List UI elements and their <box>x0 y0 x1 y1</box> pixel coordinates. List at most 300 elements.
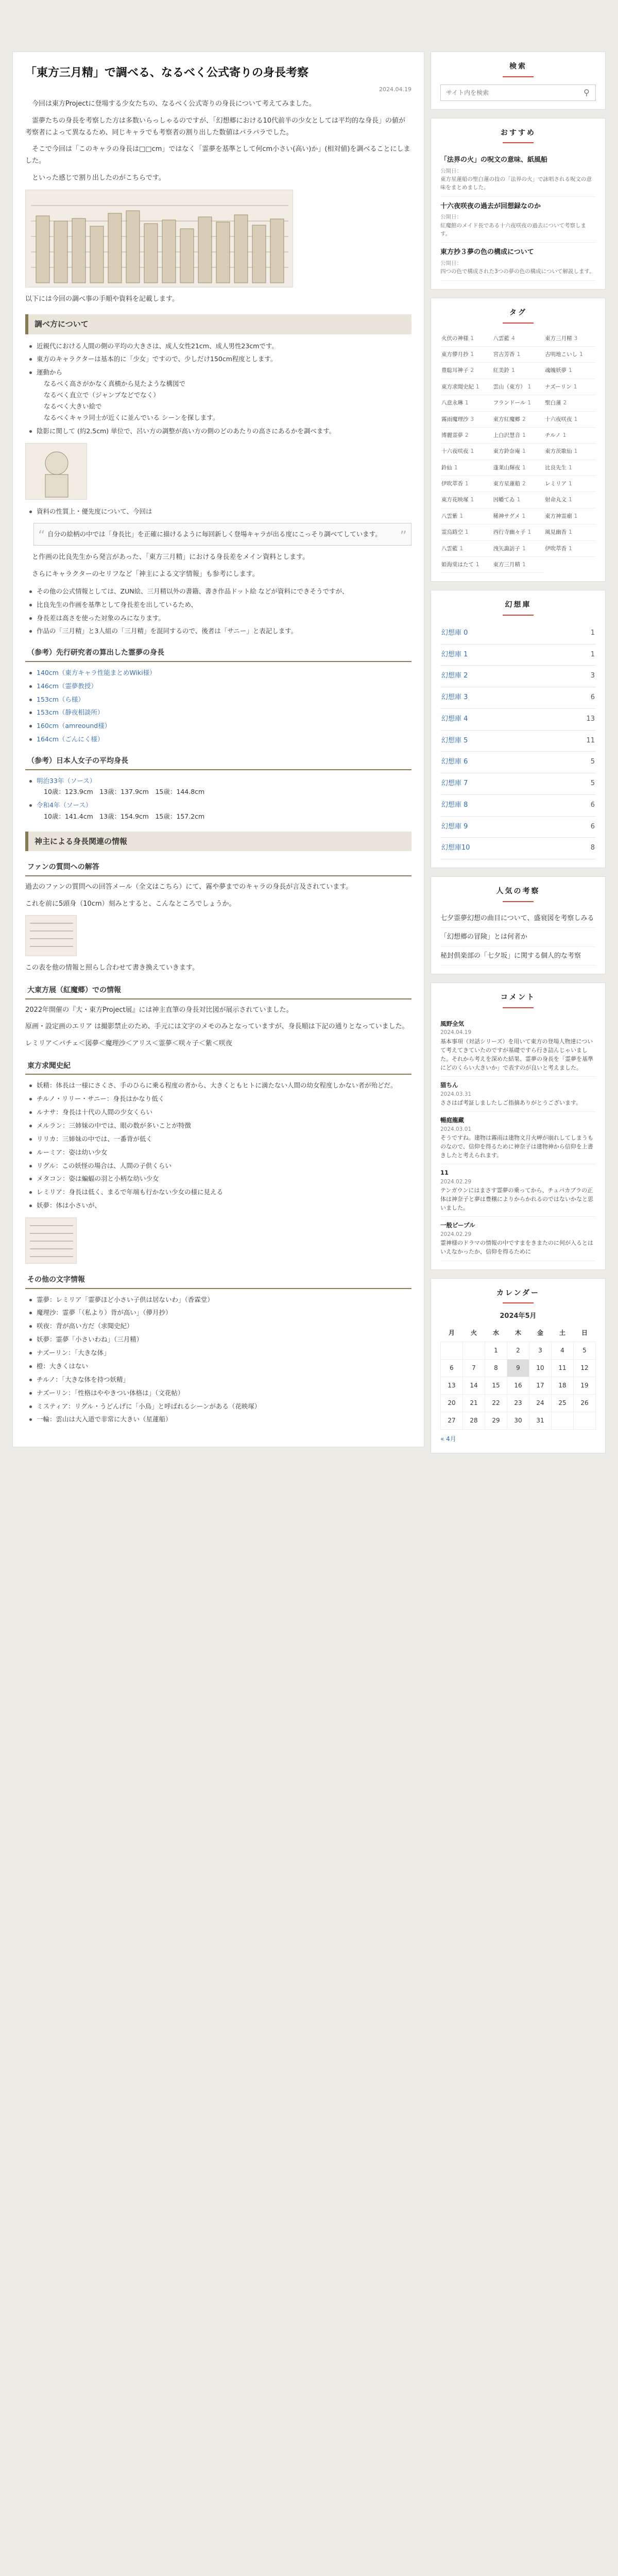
other-info-list <box>28 1294 411 1426</box>
tag-label: 八意永琳 <box>441 400 463 406</box>
list-item: 比良先生の作画を基準として身長差を出しているため、 <box>28 599 411 611</box>
archive-count: 8 <box>590 844 595 852</box>
section-heading: 神主による身長関連の情報 <box>25 832 411 851</box>
tag-link[interactable] <box>492 557 544 573</box>
calendar-day[interactable]: 30 <box>507 1412 529 1429</box>
tag-link[interactable] <box>440 363 492 379</box>
comment-body: テンガウンにはまさす霊夢の乗ってから、チュパカブラの正体は神奈子と夢は豊穣によりからかれるのではないかなと思いました。 <box>440 1187 593 1212</box>
tag-label: 東方花映塚 <box>441 497 469 503</box>
tag-count: 1 <box>459 513 464 519</box>
tag-link[interactable] <box>492 363 544 379</box>
tag-count: 1 <box>465 529 469 536</box>
weekday-label: 日 <box>581 1329 588 1336</box>
article-link[interactable]: 東方抄３夢の色の構成について <box>440 248 534 257</box>
tag-link[interactable] <box>544 509 596 524</box>
archive-item[interactable] <box>440 709 596 731</box>
quote-open-icon: “ <box>38 528 45 544</box>
intro-paragraph: 霊夢たちの身長を考察した方は多数いらっしゃるのですが、「幻想郷における10代前半の少女としては平均的な身長」の値が考察者によって異なるため、同じキャラでも考察者の割り出した数値はバラバラでした。 <box>25 116 406 137</box>
archive-link[interactable]: 幻想庫 2 <box>441 672 468 680</box>
tag-count: 4 <box>511 335 515 342</box>
archive-count: 5 <box>590 758 595 766</box>
source-link[interactable]: 明治33年（ソース） <box>37 776 96 785</box>
tag-link[interactable] <box>492 541 544 557</box>
calendar-day[interactable]: 8 <box>485 1359 507 1377</box>
tag-label: 東方求聞史紀 <box>441 383 474 390</box>
tag-link[interactable] <box>544 363 596 379</box>
calendar-table <box>440 1325 596 1430</box>
tag-label: 比良先生 <box>545 464 567 471</box>
list-item: メタコン：姿は蝙蝠の羽と小柄な幼い少女 <box>28 1173 411 1184</box>
calendar-week <box>441 1412 596 1429</box>
tag-link[interactable] <box>544 428 596 444</box>
tag-cloud <box>440 331 596 573</box>
tag-link[interactable] <box>440 412 492 428</box>
tag-count: 1 <box>527 529 531 536</box>
list-item: 魔理沙：霊夢「（私より）背が高い」（儚月抄） <box>28 1307 411 1318</box>
archive-link[interactable]: 幻想庫 7 <box>441 779 468 787</box>
tag-link[interactable] <box>440 460 492 476</box>
calendar-day[interactable]: 23 <box>507 1394 529 1412</box>
tag-count: 3 <box>470 416 474 422</box>
tag-label: 因幡てゐ <box>493 497 515 503</box>
archive-item[interactable] <box>440 773 596 795</box>
archive-link[interactable]: 幻想庫 9 <box>441 822 468 831</box>
body-paragraph: と作画の比良先生から発言があった、「東方三月精」における身長差をメイン資料とします。 <box>32 553 310 562</box>
tag-count: 1 <box>459 545 464 552</box>
calendar-prev-link[interactable]: « 4月 <box>440 1435 456 1443</box>
weekday-label: 木 <box>514 1329 521 1336</box>
tag-label: 西行寺幽々子 <box>493 529 526 536</box>
calendar-day[interactable]: 14 <box>463 1377 485 1394</box>
tag-link[interactable] <box>440 347 492 363</box>
tag-label: 八雲紫 <box>441 513 458 519</box>
archive-item[interactable] <box>440 687 596 709</box>
body-paragraph: これを前に5頭身（10cm）刻みとすると、こんなところでしょうか。 <box>25 900 236 908</box>
tag-link[interactable] <box>544 412 596 428</box>
tag-count: 1 <box>569 464 572 471</box>
archive-count: 6 <box>590 801 595 809</box>
comment-item[interactable] <box>440 1164 596 1217</box>
archive-count: 11 <box>586 736 595 744</box>
list-item <box>28 734 411 745</box>
widget-title <box>440 307 596 324</box>
tag-link[interactable] <box>492 492 544 508</box>
tag-label: 東方三月精 <box>493 561 521 568</box>
tag-label: 鈴仙 <box>441 464 452 471</box>
calendar-day[interactable]: 16 <box>507 1377 529 1394</box>
tag-link[interactable] <box>544 395 596 411</box>
archive-link[interactable]: 幻想庫10 <box>441 844 470 852</box>
list-item: ルナサ：身長は十代の人間の少女くらい <box>28 1107 411 1118</box>
popular-widget <box>431 876 606 974</box>
comment-date: 2024.02.29 <box>440 1178 472 1185</box>
tag-link[interactable] <box>492 476 544 492</box>
popular-link[interactable]: 七夕霊夢幻想の曲目について、盛衰図を考察しみる <box>440 909 596 928</box>
list-item: ルーミア：姿は幼い少女 <box>28 1147 411 1158</box>
calendar-day[interactable]: 1 <box>485 1342 507 1359</box>
sub-heading: （参考）日本人女子の平均身長 <box>25 753 411 770</box>
widget-title-text: タグ <box>509 309 527 317</box>
page-title: 「東方三月精」で調べる、なるべく公式寄りの身長考察 <box>25 66 309 79</box>
post-date: 2024.04.19 <box>379 86 411 93</box>
search-input[interactable] <box>441 85 578 100</box>
tag-link[interactable] <box>544 524 596 540</box>
tag-link[interactable] <box>440 428 492 444</box>
tag-link[interactable] <box>544 492 596 508</box>
tag-count: 1 <box>470 448 474 455</box>
weekday-label: 月 <box>448 1329 455 1336</box>
comment-author: 風野全気 <box>440 1020 464 1027</box>
sub-item: なるべく直立で（ジャンプなどでなく） <box>44 391 160 399</box>
tag-widget <box>431 298 606 582</box>
weekday-label: 金 <box>537 1329 543 1336</box>
list-item <box>28 720 411 732</box>
calendar-week <box>441 1394 596 1412</box>
reference-link[interactable]: 153cm（ら様） <box>37 695 84 703</box>
list-item: 妖夢：霊夢「小さいわね」（三月精） <box>28 1334 411 1345</box>
archive-link[interactable]: 幻想庫 4 <box>441 715 468 723</box>
tag-link[interactable] <box>492 395 544 411</box>
tag-link[interactable] <box>544 444 596 460</box>
tag-label: 上白沢慧音 <box>493 432 521 438</box>
list-item <box>28 667 411 679</box>
list-item: 咲夜：背が高い方だ（求聞史紀） <box>28 1320 411 1332</box>
tag-label: 紅美鈴 <box>493 367 510 374</box>
calendar-day[interactable]: 22 <box>485 1394 507 1412</box>
archive-link[interactable]: 幻想庫 8 <box>441 801 468 809</box>
archive-item[interactable] <box>440 731 596 752</box>
tag-label: 豊聡耳神子 <box>441 367 469 374</box>
tag-count: 1 <box>511 367 515 374</box>
tag-link[interactable] <box>492 509 544 524</box>
recommend-list <box>440 150 596 281</box>
list-item: レミリア：身長は低く、まるで年端も行かない少女の様に見える <box>28 1187 411 1198</box>
tag-link[interactable] <box>492 347 544 363</box>
calendar-day[interactable]: 13 <box>441 1377 463 1394</box>
tag-label: 雲山（東方） <box>493 383 526 390</box>
calendar-day[interactable]: 10 <box>529 1359 552 1377</box>
calendar-day[interactable]: 29 <box>485 1412 507 1429</box>
tag-link[interactable] <box>492 412 544 428</box>
tag-label: 八雲藍 <box>441 545 458 552</box>
tag-count: 1 <box>517 351 521 358</box>
tag-count: 1 <box>579 351 583 358</box>
tag-link[interactable] <box>440 379 492 395</box>
tag-count: 1 <box>476 561 479 568</box>
calendar-day <box>463 1342 485 1359</box>
reference-link[interactable]: 146cm（霊夢教授） <box>37 682 97 690</box>
article-date: 公開日： <box>440 260 462 266</box>
tag-label: 十六夜咲夜 <box>545 416 572 422</box>
tag-count: 1 <box>569 481 572 487</box>
tag-link[interactable] <box>440 557 492 573</box>
tag-count: 2 <box>563 400 567 406</box>
tag-count: 1 <box>527 400 531 406</box>
tag-label: 東方神霊廟 <box>545 513 572 519</box>
reference-list <box>28 667 411 745</box>
author-quote <box>33 523 411 546</box>
calendar-day <box>441 1342 463 1359</box>
reference-link[interactable]: 153cm（静夜相談所） <box>37 708 104 717</box>
reference-link[interactable]: 160cm（amreound様） <box>37 722 111 730</box>
list-item: 東方のキャラクターは基本的に「少女」ですので、少しだけ150cm程度とします。 <box>28 353 411 365</box>
calendar-day[interactable]: 4 <box>552 1342 574 1359</box>
tag-link[interactable] <box>544 541 596 557</box>
sub-item: 10歳：123.9cm 13歳：137.9cm 15歳：144.8cm <box>44 788 205 796</box>
tag-link[interactable] <box>440 444 492 460</box>
tag-count: 1 <box>569 545 572 552</box>
list-item: 一輪：雲山は大入道で非常に大きい（星蓮船） <box>28 1414 411 1425</box>
search-icon[interactable]: ⚲ <box>583 87 590 97</box>
archive-item[interactable] <box>440 645 596 666</box>
list-item: 近親代における人間の側の平均の大きさは、成人女性21cm、成人男性23cmです。 <box>28 341 411 352</box>
popular-link[interactable]: 秘封倶楽部の「七夕坂」に関する個人的な考察 <box>440 947 596 966</box>
tag-link[interactable] <box>440 541 492 557</box>
body-paragraph: 原画・設定画のエリア は撮影禁止のため、手元には文字のメモのみとなっていますが、身長順は下記の通りとなっていました。 <box>25 1023 409 1031</box>
recommend-widget <box>431 118 606 290</box>
calendar-day[interactable]: 3 <box>529 1342 552 1359</box>
calendar-day[interactable]: 28 <box>463 1412 485 1429</box>
comment-date: 2024.02.29 <box>440 1231 472 1238</box>
calendar-day <box>574 1412 596 1429</box>
archive-count: 13 <box>586 715 595 723</box>
tag-label: 霧雨魔理沙 <box>441 416 469 422</box>
list-item: ナズーリン：「大きな体」 <box>28 1347 411 1359</box>
sub-heading: 東方求聞史紀 <box>25 1058 411 1075</box>
calendar-day[interactable]: 27 <box>441 1412 463 1429</box>
list-item[interactable] <box>440 150 596 197</box>
sidebar <box>431 52 606 1462</box>
weekday-label: 火 <box>470 1329 477 1336</box>
list-item <box>28 800 411 822</box>
tag-link[interactable] <box>544 476 596 492</box>
comment-body: 霊神様のドラマの情報の中ですまをきまたのに何が入るとはいえなかったか、信仰を得るために <box>440 1240 593 1256</box>
calendar-day[interactable]: 11 <box>552 1359 574 1377</box>
archive-item[interactable] <box>440 817 596 838</box>
height-chart-image <box>25 190 293 287</box>
comment-item[interactable] <box>440 1217 596 1261</box>
tag-link[interactable] <box>492 331 544 347</box>
reference-link[interactable]: 164cm（ごんにく様） <box>37 735 104 743</box>
list-item: 作品の「三月精」と3人組の「三月精」を混同するので、後者は「サニー」と表記します。 <box>28 625 411 637</box>
height-table-figure <box>26 916 77 957</box>
tag-link[interactable] <box>440 524 492 540</box>
tag-link[interactable] <box>544 460 596 476</box>
tag-label: 東方三月精 <box>545 335 572 342</box>
intro-paragraph: といった感じで割り出したのがこちらです。 <box>32 174 165 182</box>
tag-label: レミリア <box>545 481 567 487</box>
comment-date: 2024.04.19 <box>440 1029 472 1036</box>
archive-link[interactable]: 幻想庫 0 <box>441 629 468 637</box>
method-list <box>28 341 411 437</box>
quote-close-icon: ” <box>400 528 407 544</box>
widget-title-text: 幻想庫 <box>505 601 531 609</box>
article-link[interactable]: 十六夜咲夜の過去が回想録なのか <box>440 202 541 210</box>
comment-body: ささはば考証しましたしご指摘ありがとうございます。 <box>440 1099 582 1106</box>
tag-label: 古明地こいし <box>545 351 578 358</box>
archive-item[interactable] <box>440 838 596 859</box>
tag-link[interactable] <box>544 379 596 395</box>
calendar-day[interactable]: 15 <box>485 1377 507 1394</box>
tag-link[interactable] <box>544 331 596 347</box>
tag-count: 1 <box>522 448 526 455</box>
list-item: 資料の性質上・優先度について、今回は <box>28 506 411 517</box>
calendar-day[interactable]: 24 <box>529 1394 552 1412</box>
article-excerpt: 四つの色で構成された3つの夢の色の構成について解説します。 <box>440 268 595 275</box>
tag-link[interactable] <box>440 476 492 492</box>
gumonshiki-image <box>25 1217 77 1264</box>
list-item <box>28 707 411 718</box>
list-item <box>28 775 411 798</box>
tag-link[interactable] <box>492 428 544 444</box>
tag-link[interactable] <box>440 492 492 508</box>
comment-item[interactable] <box>440 1077 596 1112</box>
tag-count: 1 <box>574 416 578 422</box>
calendar-day[interactable]: 18 <box>552 1377 574 1394</box>
height-table-image <box>25 915 77 956</box>
tag-label: 火伏の神様 <box>441 335 469 342</box>
calendar-day[interactable]: 25 <box>552 1394 574 1412</box>
tag-count: 1 <box>569 367 572 374</box>
scale-illustration <box>25 443 87 500</box>
comment-body: 基本事項（対話シリーズ）を用いて東方の登場人物達について考えてきていたのですが基礎ですら行き詰んじゃいました。それから考えを深めた結果、霊夢の身長を「霊夢を基準にどのくらい大きいか」で表すのが良いと考えました。 <box>440 1038 593 1071</box>
calendar-day[interactable]: 31 <box>529 1412 552 1429</box>
archive-count: 1 <box>590 629 595 637</box>
tag-label: 伊吹萃香 <box>545 545 567 552</box>
calendar-day[interactable]: 20 <box>441 1394 463 1412</box>
list-item: ミスティア：リグル・うどんげに「小鳥」と呼ばれるシーンがある（花映塚） <box>28 1401 411 1412</box>
sub-heading: （参考）先行研究者の算出した霊夢の身長 <box>25 645 411 662</box>
archive-count: 3 <box>590 672 595 680</box>
widget-title <box>440 885 596 902</box>
calendar-week <box>441 1359 596 1377</box>
tag-link[interactable] <box>440 331 492 347</box>
tag-count: 1 <box>522 464 526 471</box>
calendar-day[interactable]: 7 <box>463 1359 485 1377</box>
calendar-day[interactable]: 17 <box>529 1377 552 1394</box>
tag-count: 1 <box>454 464 458 471</box>
list-item: メルラン：三姉妹の中では、眼の数が多いことが特徴 <box>28 1120 411 1131</box>
calendar-day <box>552 1412 574 1429</box>
popular-link[interactable]: 「幻想郷の冒険」とは何者か <box>440 928 596 947</box>
comment-item[interactable] <box>440 1112 596 1164</box>
comment-author: 一般ピープル <box>440 1222 475 1229</box>
archive-item[interactable] <box>440 752 596 773</box>
tag-count: 1 <box>574 448 578 455</box>
quote-text: 自分の絵柄の中では「身長比」を正確に描けるように毎回新しく登場キャラが出る度にこっそり調べてしています。 <box>47 530 382 538</box>
archive-link[interactable]: 幻想庫 1 <box>441 650 468 658</box>
calendar-month: 2024年5月 <box>500 1312 537 1320</box>
calendar-day[interactable]: 6 <box>441 1359 463 1377</box>
tag-link[interactable] <box>492 524 544 540</box>
average-height-list <box>28 775 411 823</box>
tag-count: 1 <box>470 497 474 503</box>
calendar-day[interactable]: 2 <box>507 1342 529 1359</box>
comment-date: 2024.03.01 <box>440 1126 472 1132</box>
archive-link[interactable]: 幻想庫 3 <box>441 693 468 701</box>
list-item <box>28 367 411 423</box>
archive-link[interactable]: 幻想庫 5 <box>441 736 468 744</box>
tag-link[interactable] <box>492 379 544 395</box>
tag-count: 2 <box>465 432 469 438</box>
widget-title-text: カレンダー <box>496 1289 540 1297</box>
calendar-day[interactable]: 5 <box>574 1342 596 1359</box>
archive-item[interactable] <box>440 666 596 687</box>
tag-label: 聖白蓮 <box>545 400 561 406</box>
widget-title <box>440 60 596 77</box>
tag-label: 東方儚月抄 <box>441 351 469 358</box>
comment-widget <box>431 982 606 1270</box>
intro-paragraph: 以下には今回の調べ事の手順や資料を記載します。 <box>25 295 179 303</box>
calendar-day[interactable]: 12 <box>574 1359 596 1377</box>
list-item: ナズーリン：「性格はややきつい体格は」（文花帖） <box>28 1387 411 1399</box>
list-item[interactable] <box>440 243 596 281</box>
widget-title-text: おすすめ <box>500 128 536 137</box>
article-excerpt: 紅魔館のメイド長である十六夜咲夜の過去について考察します。 <box>440 222 587 237</box>
tag-label: 東方茨歌仙 <box>545 448 572 455</box>
popular-list <box>440 909 596 966</box>
archive-count: 1 <box>590 650 595 658</box>
archive-count: 6 <box>590 693 595 701</box>
widget-title-text: 検索 <box>509 62 527 71</box>
widget-title <box>440 991 596 1008</box>
list-item: 陰影に関して (約2.5cm) 単位で、呂い方の調整が高い方の側のどのあたりの高さにあるかを調べます。 <box>28 426 411 437</box>
article-link[interactable]: 「法界の火」の呪文の意味、紙風船 <box>440 156 548 164</box>
widget-title <box>440 127 596 144</box>
tag-link[interactable] <box>440 395 492 411</box>
tag-count: 1 <box>522 561 526 568</box>
tag-label: 伊吹萃香 <box>441 481 463 487</box>
calendar-day[interactable]: 26 <box>574 1394 596 1412</box>
tag-link[interactable] <box>440 509 492 524</box>
sub-item: なるべくキャラ同士が近くに並んでいる シーンを探します。 <box>44 413 219 421</box>
comment-author: 11 <box>440 1169 449 1177</box>
comment-item[interactable] <box>440 1015 596 1077</box>
list-item: 身長差は高さを使った対象のみになります。 <box>28 613 411 624</box>
reference-link[interactable]: 140cm（東方キャラ性能まとめWiki様） <box>37 668 156 676</box>
calendar-week <box>441 1342 596 1359</box>
sub-heading: その他の文字情報 <box>25 1272 411 1289</box>
tag-count: 1 <box>569 497 572 503</box>
list-item <box>28 681 411 692</box>
tag-count: 1 <box>470 335 474 342</box>
tag-link[interactable] <box>492 444 544 460</box>
tag-link[interactable] <box>544 347 596 363</box>
calendar-day[interactable]: 9 <box>507 1359 529 1377</box>
calendar-day[interactable]: 19 <box>574 1377 596 1394</box>
widget-title <box>440 599 596 616</box>
tag-label: 八雲藍 <box>493 335 510 342</box>
archive-widget <box>431 590 606 868</box>
tag-label: 東方紅魔郷 <box>493 416 521 422</box>
source-link[interactable]: 令和4年（ソース） <box>37 801 92 809</box>
height-chart-figures <box>26 190 294 288</box>
tag-link[interactable] <box>492 460 544 476</box>
calendar-day[interactable]: 21 <box>463 1394 485 1412</box>
sub-heading: ファンの質問への解答 <box>25 859 411 876</box>
archive-item[interactable] <box>440 623 596 645</box>
sub-item: なるべく大きい絵で <box>44 402 102 410</box>
list-item[interactable] <box>440 197 596 243</box>
calendar-body <box>441 1342 596 1429</box>
list-item <box>28 694 411 705</box>
tag-label: 東方鈴奈庵 <box>493 448 521 455</box>
widget-title-text: 人気の考察 <box>496 887 540 895</box>
tag-count: 1 <box>465 400 469 406</box>
comment-date: 2024.03.31 <box>440 1091 472 1097</box>
archive-link[interactable]: 幻想庫 6 <box>441 758 468 766</box>
archive-item[interactable] <box>440 795 596 817</box>
